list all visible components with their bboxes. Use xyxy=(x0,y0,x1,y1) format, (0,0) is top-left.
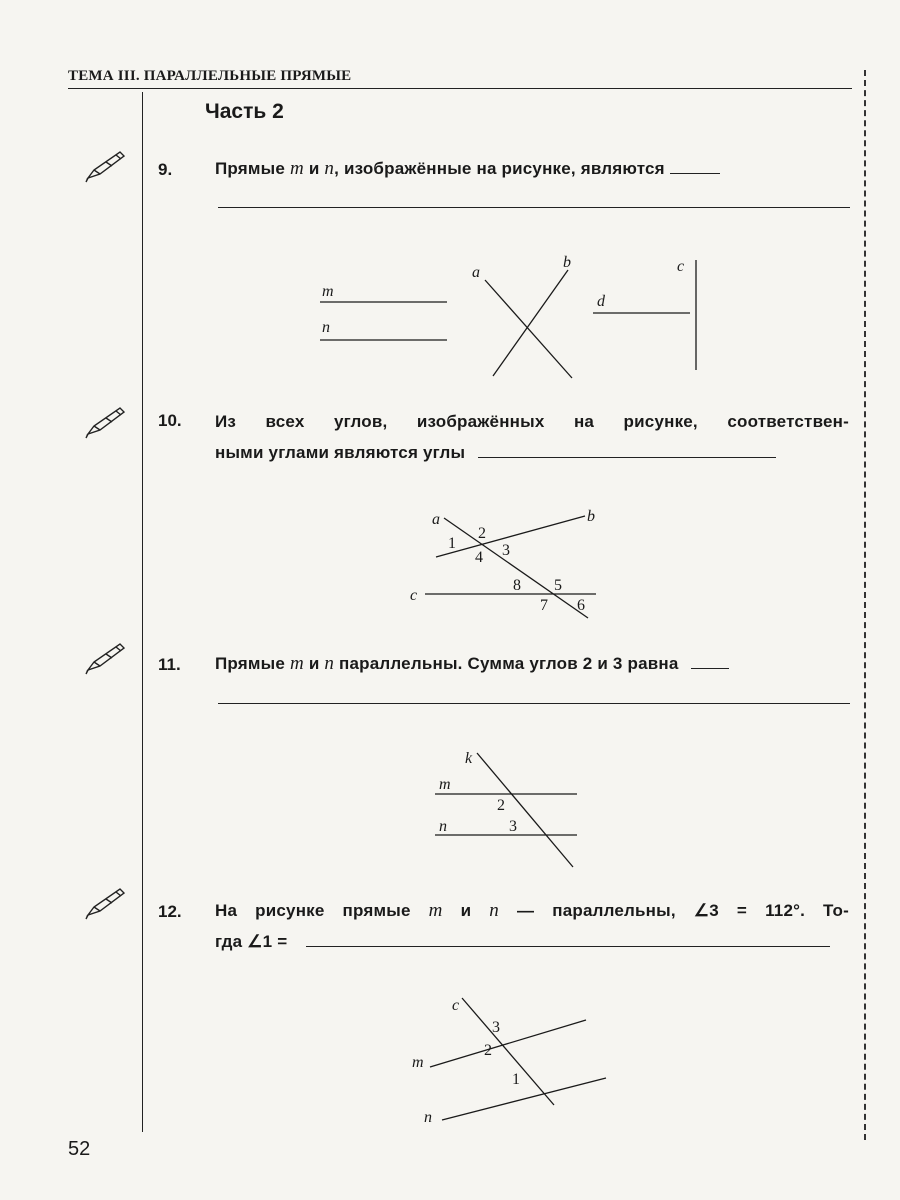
q9-answer-blank[interactable] xyxy=(670,155,720,174)
q11-label-m: m xyxy=(439,776,451,793)
question-12-text xyxy=(215,895,849,957)
q10-line-b xyxy=(436,516,585,557)
q12-figure xyxy=(400,990,620,1130)
q12-angle-2: 2 xyxy=(484,1042,492,1059)
q12-line-1 xyxy=(215,895,849,926)
q10-angle-4: 4 xyxy=(475,549,483,566)
q12-line-2-text: гда ∠1 = xyxy=(215,932,288,951)
q10-angle-2: 2 xyxy=(478,525,486,542)
margin-rule xyxy=(142,92,143,1132)
q10-angle-1: 1 xyxy=(448,535,456,552)
q10-label-c: c xyxy=(410,587,418,604)
q10-line-2-text: ными углами являются углы xyxy=(215,443,466,462)
question-12-number: 12. xyxy=(158,902,182,921)
q10-line-2 xyxy=(215,437,849,468)
q11-var-m: m xyxy=(289,653,304,674)
q10-answer-blank[interactable] xyxy=(478,439,776,458)
q11-and: и xyxy=(303,654,325,673)
q9-label-m: m xyxy=(322,283,334,300)
q9-label-a: a xyxy=(472,264,480,281)
q10-angle-8: 8 xyxy=(513,577,521,594)
q12-line-m xyxy=(430,1020,586,1067)
question-9-number: 9. xyxy=(158,160,173,179)
question-10-text xyxy=(215,406,849,468)
q11-figure xyxy=(425,745,595,870)
question-11-number: 11. xyxy=(158,655,181,674)
q12-line-2 xyxy=(215,926,849,957)
q9-figure xyxy=(310,250,710,380)
q10-line-1: Из всех углов, изображённых на рисунке, соответствен- xyxy=(215,412,849,431)
q12-angle-1: 1 xyxy=(512,1071,520,1088)
pen-icon xyxy=(84,404,128,440)
q12-label-m: m xyxy=(412,1054,424,1071)
q10-angle-5: 5 xyxy=(554,577,562,594)
q11-var-n: n xyxy=(324,653,335,674)
part-title: Часть 2 xyxy=(205,100,284,123)
q12-label-c: c xyxy=(452,997,460,1014)
q12-text-before: На рисунке прямые xyxy=(215,901,429,920)
q11-label-k: k xyxy=(465,750,473,767)
q10-line-a xyxy=(444,518,588,618)
q10-angle-3: 3 xyxy=(502,542,510,559)
q11-answer-line[interactable] xyxy=(218,703,850,704)
q10-angle-6: 6 xyxy=(577,597,585,614)
q11-angle-2: 2 xyxy=(497,797,505,814)
q9-answer-line[interactable] xyxy=(218,207,850,208)
q12-var-n: n xyxy=(489,900,499,921)
q9-label-n: n xyxy=(322,319,330,336)
q10-label-a: a xyxy=(432,511,440,528)
q11-line-k xyxy=(477,753,573,867)
q10-angle-7: 7 xyxy=(540,597,548,614)
q9-label-b: b xyxy=(563,254,571,271)
q9-label-d: d xyxy=(597,293,605,310)
q11-label-n: n xyxy=(439,818,447,835)
q9-var-m: m xyxy=(289,158,304,179)
q12-and: и xyxy=(442,901,490,920)
q12-label-n: n xyxy=(424,1109,432,1126)
q11-angle-3: 3 xyxy=(509,818,517,835)
q11-text-before: Прямые xyxy=(215,654,290,673)
cut-line xyxy=(864,70,866,1140)
q12-angle-3: 3 xyxy=(492,1019,500,1036)
q9-label-c: c xyxy=(677,258,685,275)
q12-var-m: m xyxy=(428,900,443,921)
q12-line-c xyxy=(462,998,554,1105)
q9-var-n: n xyxy=(324,158,335,179)
q12-line-n xyxy=(442,1078,606,1120)
q12-text-mid: — параллельны, ∠3 = 112°. То- xyxy=(499,901,850,920)
q10-label-b: b xyxy=(587,508,595,525)
q9-line-a xyxy=(485,280,572,378)
pen-icon xyxy=(84,640,128,676)
page-number: 52 xyxy=(68,1138,91,1160)
q12-answer-blank[interactable] xyxy=(306,928,830,947)
pen-icon xyxy=(84,885,128,921)
question-11-text xyxy=(215,648,849,679)
pen-icon xyxy=(84,148,128,184)
q11-text-after: параллельны. Сумма углов 2 и 3 равна xyxy=(334,654,679,673)
page-header: ТЕМА III. ПАРАЛЛЕЛЬНЫЕ ПРЯМЫЕ xyxy=(68,68,852,89)
q9-and: и xyxy=(303,159,325,178)
q10-figure xyxy=(400,500,610,630)
q9-text-after: , изображённые на рисунке, являются xyxy=(334,159,665,178)
q11-answer-blank[interactable] xyxy=(691,650,729,669)
q9-text-before: Прямые xyxy=(215,159,290,178)
question-9-text xyxy=(215,153,849,184)
question-10-number: 10. xyxy=(158,411,182,430)
